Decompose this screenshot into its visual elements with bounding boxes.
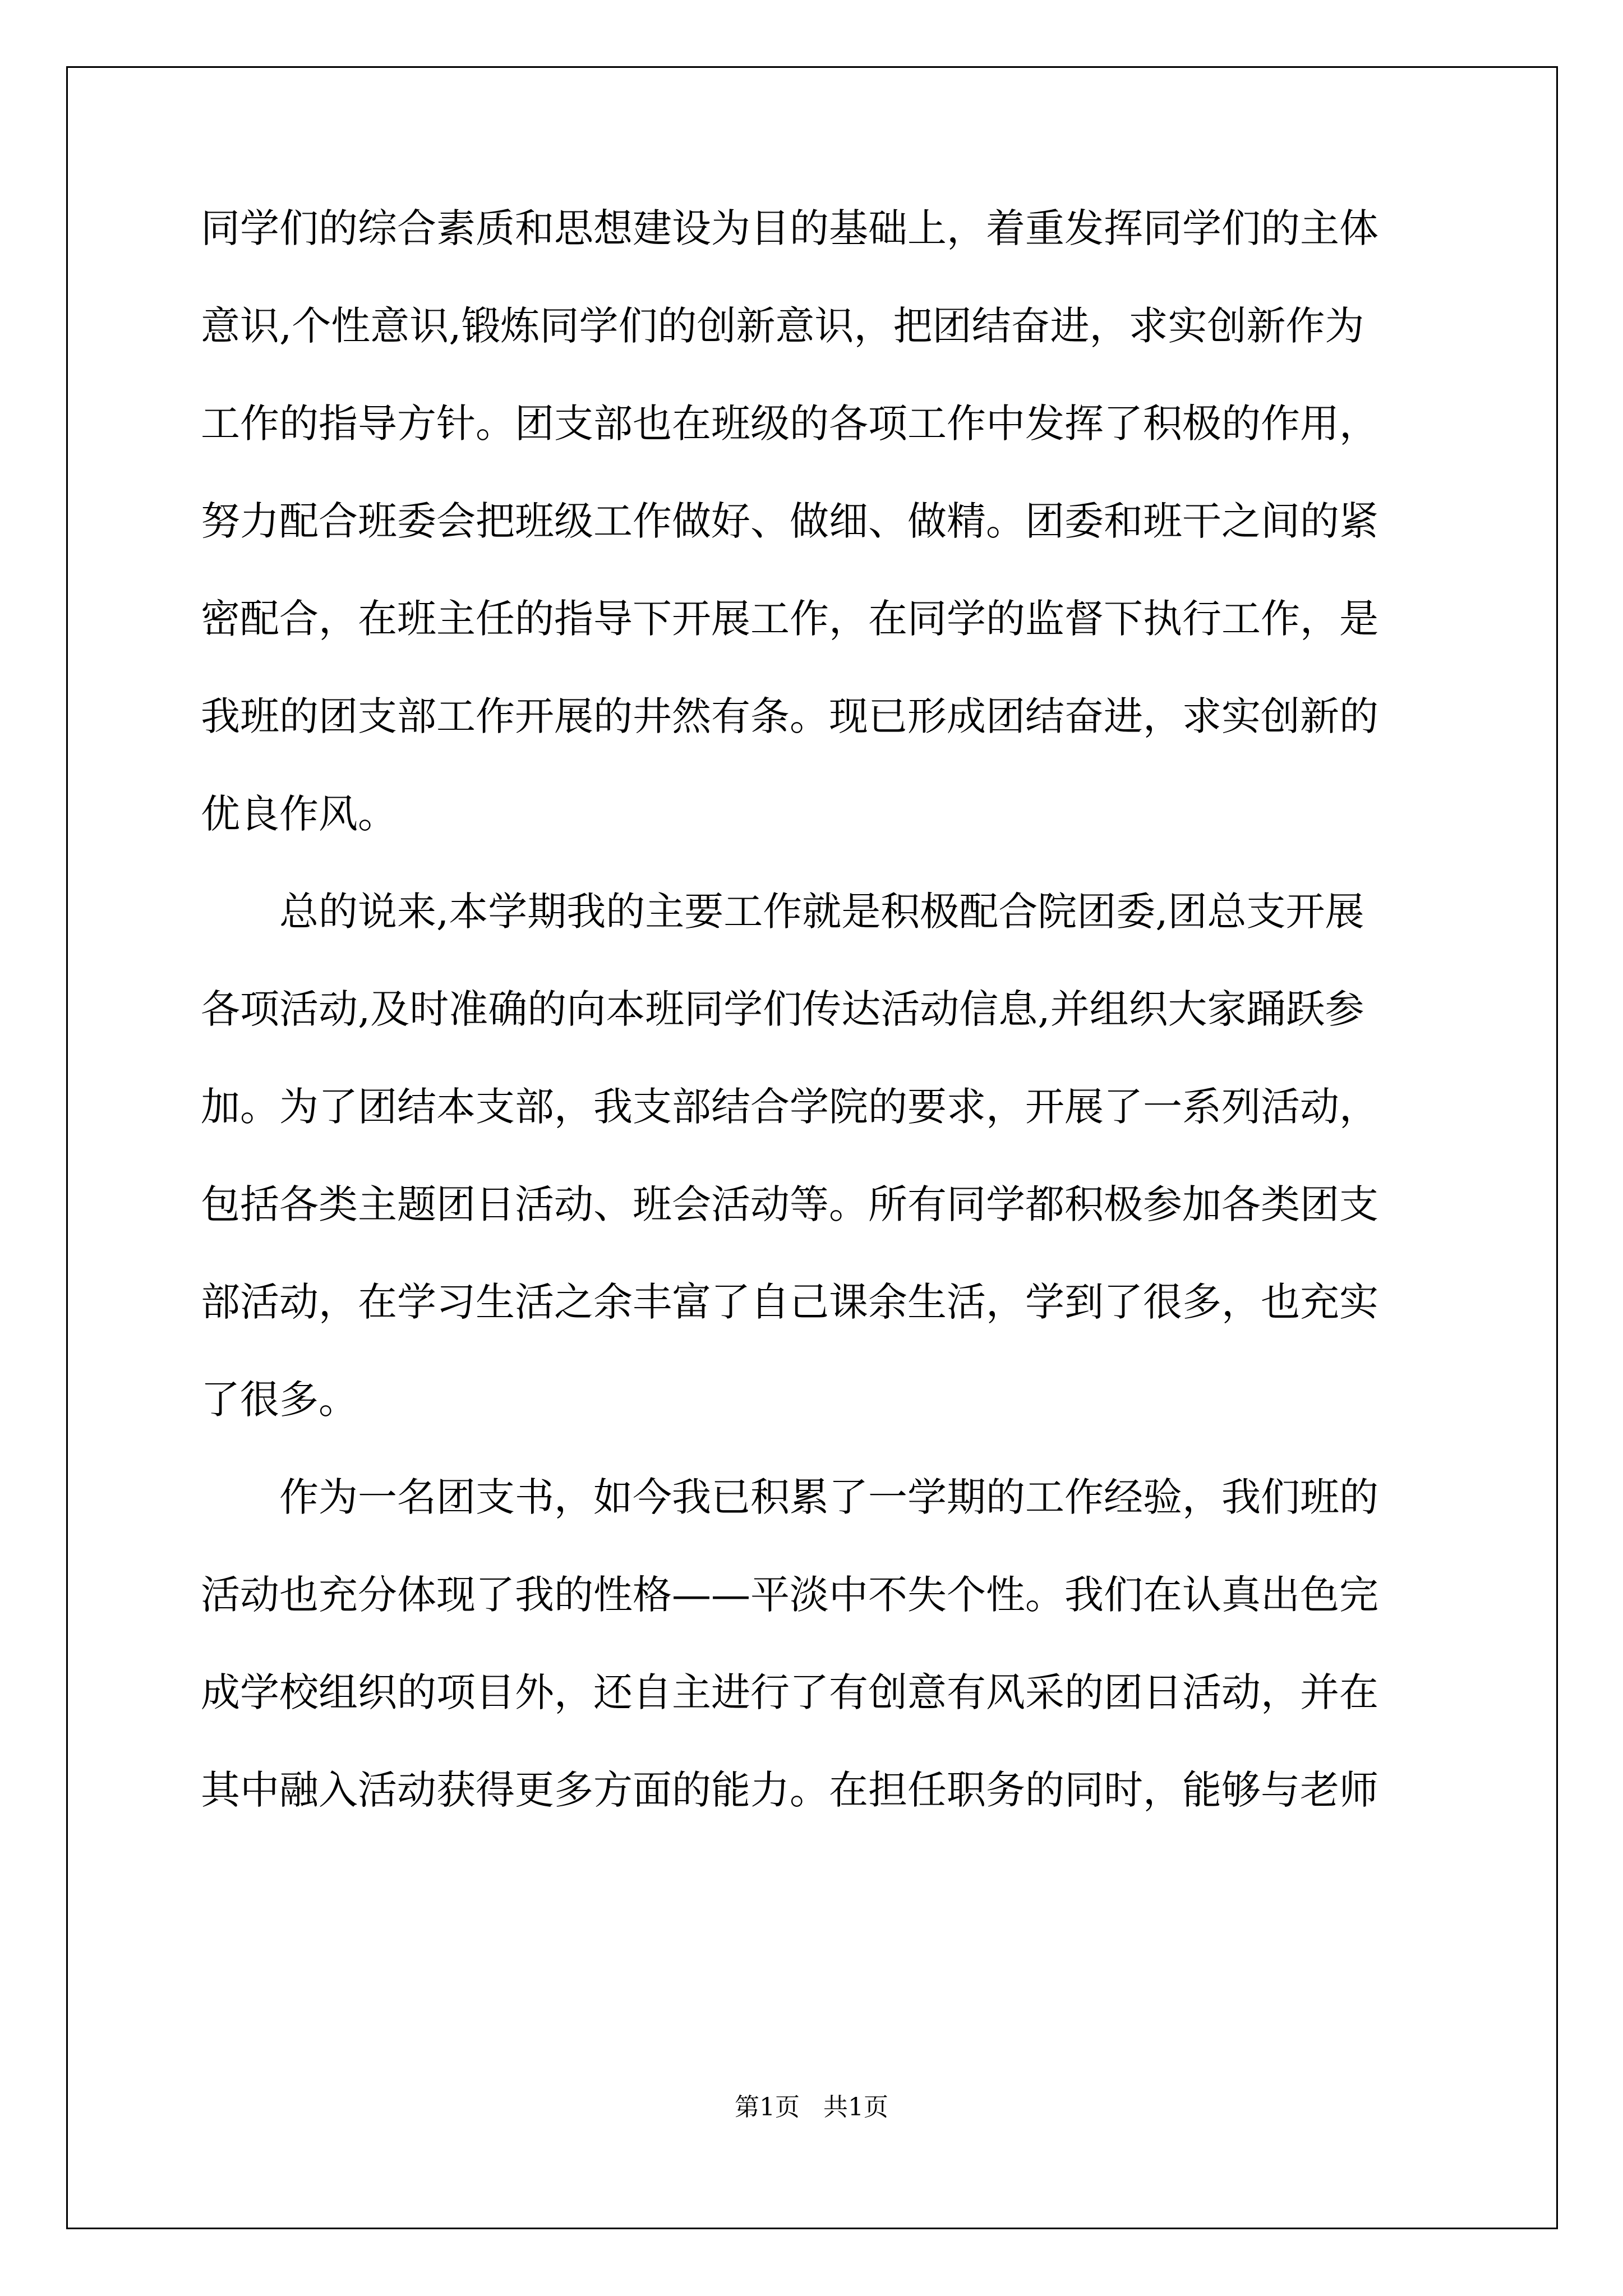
- paragraph-line: 加。为了团结本支部，我支部结合学院的要求，开展了一系列活动，: [201, 1084, 1378, 1130]
- paragraph-line: 我班的团支部工作开展的井然有条。现已形成团结奋进，求实创新的: [201, 693, 1378, 739]
- page-border: [66, 66, 1558, 2229]
- paragraph-line: 作为一名团支书，如今我已积累了一学期的工作经验，我们班的: [279, 1474, 1378, 1520]
- paragraph-line: 其中融入活动获得更多方面的能力。在担任职务的同时，能够与老师: [201, 1767, 1378, 1813]
- page-number-footer: 第1页 共1页: [735, 2093, 888, 2122]
- paragraph-line: 部活动，在学习生活之余丰富了自己课余生活，学到了很多，也充实: [201, 1279, 1378, 1325]
- paragraph-line: 同学们的综合素质和思想建设为目的基础上，着重发挥同学们的主体: [201, 205, 1378, 251]
- paragraph-line: 活动也充分体现了我的性格——平淡中不失个性。我们在认真出色完: [201, 1572, 1378, 1618]
- paragraph-line: 密配合，在班主任的指导下开展工作，在同学的监督下执行工作，是: [201, 596, 1378, 642]
- paragraph-line: 优良作风。: [201, 791, 397, 837]
- paragraph-line: 工作的指导方针。团支部也在班级的各项工作中发挥了积极的作用，: [201, 401, 1378, 447]
- paragraph-line: 成学校组织的项目外，还自主进行了有创意有风采的团日活动，并在: [201, 1669, 1378, 1715]
- paragraph-line: 了很多。: [201, 1377, 358, 1423]
- paragraph-line: 总的说来,本学期我的主要工作就是积极配合院团委,团总支开展: [279, 889, 1364, 935]
- paragraph-line: 努力配合班委会把班级工作做好、做细、做精。团委和班干之间的紧: [201, 498, 1378, 544]
- paragraph-line: 意识,个性意识,锻炼同学们的创新意识，把团结奋进，求实创新作为: [201, 303, 1364, 349]
- paragraph-line: 包括各类主题团日活动、班会活动等。所有同学都积极参加各类团支: [201, 1181, 1378, 1227]
- paragraph-line: 各项活动,及时准确的向本班同学们传达活动信息,并组织大家踊跃参: [201, 986, 1364, 1032]
